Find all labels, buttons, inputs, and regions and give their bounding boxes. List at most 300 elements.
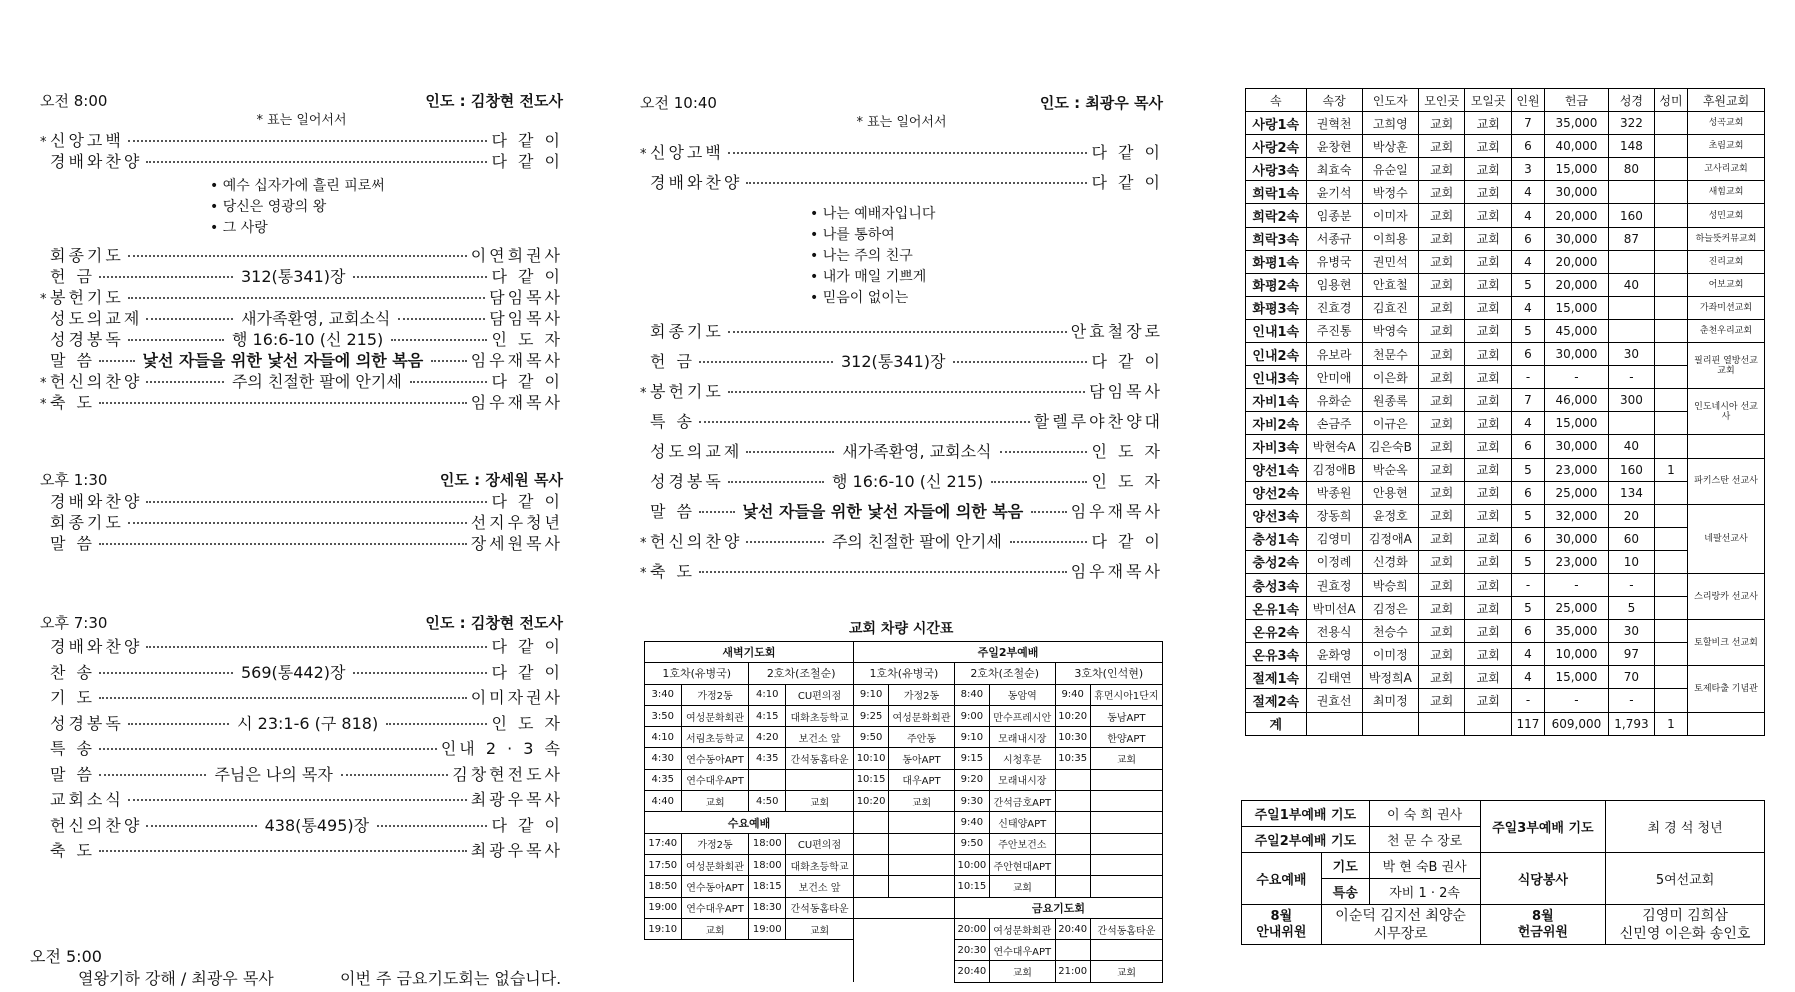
support-church: 춘천우리교회 — [1688, 319, 1765, 342]
table-cell: 교회 — [1418, 135, 1465, 158]
table-cell — [1654, 319, 1687, 342]
table-row — [1246, 273, 1765, 296]
table-cell — [1654, 481, 1687, 504]
dot-leader — [99, 276, 233, 278]
service-leader: 인도 : 김창현 전도사 — [425, 614, 563, 632]
money-people: 김영미 김희삼 신민영 이은화 송인호 — [1606, 905, 1765, 945]
table-cell: 교회 — [1418, 481, 1465, 504]
table-total-row — [1246, 712, 1765, 735]
table-row — [1246, 435, 1765, 458]
table-cell: 교회 — [1418, 689, 1465, 712]
service-time: 오후 1:30 — [40, 471, 108, 489]
table-cell: 30,000 — [1544, 527, 1608, 550]
bus-time: 9:40 — [1055, 684, 1090, 705]
table-cell: 교회 — [1418, 273, 1465, 296]
table-row — [1246, 296, 1765, 319]
order-detail: 주의 친절한 팔에 안기세 — [831, 532, 1002, 551]
table-cell: 김효진 — [1362, 296, 1418, 319]
table-cell: 6 — [1512, 620, 1545, 643]
order-person: 다 같 이 — [491, 372, 563, 391]
table-cell — [1654, 296, 1687, 319]
support-church: 성곡교회 — [1688, 112, 1765, 135]
dot-leader — [953, 361, 1087, 363]
dot-leader — [746, 182, 1087, 184]
table-cell: 박순옥 — [1362, 458, 1418, 481]
table-cell — [1654, 643, 1687, 666]
column-header: 인도자 — [1362, 89, 1418, 112]
table-row — [1246, 135, 1765, 158]
table-row — [1246, 666, 1765, 689]
table-cell: 화평1속 — [1246, 250, 1307, 273]
bus-time: 9:25 — [854, 705, 889, 726]
table-cell: 김영미 — [1306, 527, 1362, 550]
table-cell: 4 — [1512, 412, 1545, 435]
table-cell — [1654, 273, 1687, 296]
table-cell: 교회 — [1465, 527, 1512, 550]
dawn-text: 열왕기하 강해 / 최광우 목사 — [78, 969, 274, 988]
table-cell: 교회 — [1418, 573, 1465, 596]
order-person: 임우재목사 — [470, 351, 563, 370]
column-header: 속장 — [1306, 89, 1362, 112]
bus-stop-row — [645, 876, 854, 897]
table-cell — [1608, 250, 1654, 273]
bus-stop — [889, 876, 955, 897]
dot-leader — [398, 318, 485, 320]
table-cell: 322 — [1608, 112, 1654, 135]
dot-leader — [431, 360, 467, 362]
order-person: 인내 2 · 3 속 — [440, 739, 563, 758]
table-cell: 3 — [1512, 158, 1545, 181]
order-person: 임우재목사 — [1070, 502, 1163, 521]
support-church: 어보교회 — [1688, 273, 1765, 296]
table-cell: 박정희A — [1362, 666, 1418, 689]
bus-time — [1055, 769, 1090, 790]
order-item — [640, 138, 1163, 168]
table-cell: 최미정 — [1362, 689, 1418, 712]
order-person: 인 도 자 — [1091, 442, 1164, 461]
table-cell: 인내2속 — [1246, 343, 1307, 366]
table-cell — [1654, 389, 1687, 412]
bus-stop-row — [645, 727, 854, 748]
table-cell: 10,000 — [1544, 643, 1608, 666]
order-detail: 시 23:1-6 (구 818) — [237, 713, 379, 733]
bus-time — [854, 812, 889, 833]
bus-stop: 신태양APT — [990, 812, 1056, 833]
table-cell: 희락1속 — [1246, 181, 1307, 204]
dot-leader — [128, 255, 467, 257]
bus-stop: 교회 — [786, 918, 854, 939]
dot-leader — [128, 140, 488, 142]
bus-stop: 주안동 — [889, 727, 955, 748]
order-item — [40, 287, 563, 308]
table-cell: 7 — [1512, 389, 1545, 412]
table-cell: 교회 — [1465, 135, 1512, 158]
order-person: 장세원목사 — [470, 534, 563, 553]
order-person: 다 같 이 — [1091, 143, 1163, 162]
table-cell: 윤화영 — [1306, 643, 1362, 666]
dot-leader — [146, 161, 487, 163]
order-label: 경배와찬양 — [50, 152, 143, 171]
table-cell: 온유3속 — [1246, 643, 1307, 666]
table-cell: 천승수 — [1362, 620, 1418, 643]
table-cell — [1608, 181, 1654, 204]
spacer — [854, 897, 955, 918]
order-person: 다 같 이 — [491, 152, 563, 171]
bus-time: 18:00 — [749, 854, 786, 875]
order-item — [40, 130, 563, 151]
table-cell: 교회 — [1465, 181, 1512, 204]
bus-stop-row — [645, 897, 854, 918]
bus-stop: 가정2동 — [889, 684, 955, 705]
bus-dawn-wed-table — [644, 641, 854, 940]
table-cell: 신경화 — [1362, 550, 1418, 573]
table-cell: 최효숙 — [1306, 158, 1362, 181]
table-cell — [1654, 158, 1687, 181]
table-cell: 교회 — [1418, 550, 1465, 573]
table-cell — [1654, 204, 1687, 227]
table-row — [1246, 412, 1765, 435]
order-person: 담임목사 — [489, 288, 563, 307]
wed-prayer-person: 박 현 숙B 권사 — [1369, 853, 1480, 879]
order-person: 할렐루야찬양대 — [1033, 412, 1163, 431]
bus-stop-row — [645, 769, 854, 790]
table-cell: 양선1속 — [1246, 458, 1307, 481]
order-detail: 낯선 자들을 위한 낯선 자들에 의한 복음 — [142, 351, 424, 370]
dot-leader — [99, 402, 467, 404]
dot-leader — [1031, 511, 1067, 513]
s1-prayer-person: 이 숙 희 권사 — [1369, 801, 1480, 827]
table-cell — [1654, 527, 1687, 550]
bus-stop: 연수동아APT — [681, 748, 749, 769]
bus-stop: 교회 — [681, 918, 749, 939]
dot-leader — [699, 511, 735, 513]
table-cell: 임용현 — [1306, 273, 1362, 296]
dot-leader — [699, 571, 1067, 573]
dot-leader — [386, 723, 487, 725]
table-cell: 교회 — [1418, 319, 1465, 342]
s1-prayer-label: 주일1부예배 기도 — [1242, 801, 1370, 827]
guide-label: 8월 안내위원 — [1242, 905, 1322, 945]
bus-time: 4:10 — [645, 727, 682, 748]
bus-stop: 여성문화회관 — [681, 705, 749, 726]
table-cell: 40 — [1608, 435, 1654, 458]
car3-label: 3호차(인석현) — [1055, 663, 1162, 684]
wed-label: 수요예배 — [1242, 853, 1322, 905]
order-item — [640, 527, 1163, 557]
dot-leader — [699, 361, 833, 363]
bus-stop — [786, 769, 854, 790]
spacer — [854, 940, 955, 961]
table-cell: 교회 — [1465, 250, 1512, 273]
support-church: 하늘뜻커뮤교회 — [1688, 227, 1765, 250]
table-cell: - — [1608, 366, 1654, 389]
dot-leader — [377, 825, 487, 827]
table-cell: 30 — [1608, 343, 1654, 366]
bus-time: 10:15 — [854, 769, 889, 790]
table-cell: 교회 — [1418, 250, 1465, 273]
order-detail: 569(통442)장 — [240, 662, 346, 682]
table-cell: - — [1544, 573, 1608, 596]
bus-time — [1055, 940, 1090, 961]
order-person: 인 도 자 — [491, 713, 564, 733]
table-cell — [1654, 227, 1687, 250]
bus-stop: 교회 — [990, 876, 1056, 897]
table-cell: 4 — [1512, 666, 1545, 689]
order-detail: 438(통495)장 — [264, 815, 370, 835]
order-detail: 312(통341)장 — [240, 267, 346, 286]
dot-leader — [99, 748, 437, 750]
bus-stop-row — [645, 854, 854, 875]
support-church: 네팔선교사 — [1688, 504, 1765, 573]
bus-time: 9:50 — [954, 833, 989, 854]
table-cell: 충성2속 — [1246, 550, 1307, 573]
table-cell: 이미정 — [1362, 643, 1418, 666]
meal-label: 식당봉사 — [1480, 853, 1606, 905]
bus-stop — [1090, 791, 1162, 812]
dot-leader — [99, 543, 467, 545]
total-bible: 1,793 — [1608, 712, 1654, 735]
bus-time: 10:20 — [1055, 705, 1090, 726]
order-person: 다 같 이 — [491, 131, 563, 150]
total-rice: 1 — [1654, 712, 1687, 735]
table-cell: 5 — [1512, 319, 1545, 342]
dot-leader — [99, 697, 467, 699]
dot-leader — [746, 541, 824, 543]
table-row — [1246, 389, 1765, 412]
order-label: 헌신의찬양 — [50, 815, 143, 835]
bus-time: 9:00 — [954, 705, 989, 726]
wed-prayer-label: 기도 — [1321, 853, 1369, 879]
table-cell: 32,000 — [1544, 504, 1608, 527]
table-cell: 유병국 — [1306, 250, 1362, 273]
bus-time — [854, 854, 889, 875]
table-cell: 화평2속 — [1246, 273, 1307, 296]
order-item — [40, 813, 563, 839]
order-detail: 새가족환영, 교회소식 — [241, 309, 391, 328]
table-cell: 윤창현 — [1306, 135, 1362, 158]
bus-time: 20:40 — [954, 961, 989, 982]
bus-stop: 가정2동 — [681, 833, 749, 854]
table-row — [1246, 550, 1765, 573]
table-row — [1246, 620, 1765, 643]
bus-time: 4:30 — [645, 748, 682, 769]
bus-stop-row — [854, 727, 1163, 748]
table-cell — [1654, 343, 1687, 366]
support-church: 토할비크 선교회 — [1688, 620, 1765, 666]
table-cell: 30 — [1608, 620, 1654, 643]
table-row — [1246, 527, 1765, 550]
order-person: 담임목사 — [489, 309, 564, 328]
table-cell: 교회 — [1418, 597, 1465, 620]
dot-leader — [746, 451, 834, 453]
column-header: 성경 — [1608, 89, 1654, 112]
order-detail: 행 16:6-10 (신 215) — [232, 330, 384, 349]
song-item: • 내가 매일 기쁘게 — [810, 267, 1163, 288]
table-cell: 교회 — [1465, 666, 1512, 689]
bus-stop: 모래내시장 — [990, 727, 1056, 748]
table-cell: 충성3속 — [1246, 573, 1307, 596]
bus-stop: 여성문화회관 — [889, 705, 955, 726]
table-cell: 교회 — [1418, 181, 1465, 204]
order-item — [40, 245, 563, 266]
table-cell: 35,000 — [1544, 112, 1608, 135]
song-item: • 그 사랑 — [210, 218, 563, 239]
table-cell: 25,000 — [1544, 481, 1608, 504]
table-cell: 교회 — [1418, 458, 1465, 481]
order-item — [40, 634, 563, 660]
column-header: 모인곳 — [1418, 89, 1465, 112]
table-cell: 20,000 — [1544, 204, 1608, 227]
bus-wed-title: 수요예배 — [645, 812, 854, 833]
dot-leader — [341, 774, 448, 776]
bus-dawn-title: 새벽기도회 — [645, 642, 854, 663]
bus-stop-row — [854, 684, 1163, 705]
bus-stop — [1090, 769, 1162, 790]
order-person: 담임목사 — [1089, 382, 1163, 401]
order-item — [40, 308, 563, 329]
table-cell: 30,000 — [1544, 227, 1608, 250]
table-cell: 4 — [1512, 250, 1545, 273]
table-cell: 교회 — [1465, 643, 1512, 666]
table-cell: 15,000 — [1544, 158, 1608, 181]
table-cell: 교회 — [1465, 273, 1512, 296]
bus-time: 9:50 — [854, 727, 889, 748]
support-church — [1688, 435, 1765, 458]
table-cell: 160 — [1608, 204, 1654, 227]
bus-stop: CU편의점 — [786, 833, 854, 854]
service-time: 오전 8:00 — [40, 92, 108, 110]
bus-stop: 주안보건소 — [990, 833, 1056, 854]
order-label: 헌신의찬양 — [50, 372, 143, 391]
order-item — [640, 168, 1163, 198]
bus-stop: CU편의점 — [786, 684, 854, 705]
table-cell — [1608, 296, 1654, 319]
order-item — [40, 512, 563, 533]
table-cell: 인내3속 — [1246, 366, 1307, 389]
column-left — [40, 90, 563, 864]
bus-time — [749, 769, 786, 790]
table-row — [1246, 204, 1765, 227]
order-label: 말 씀 — [50, 534, 95, 553]
table-cell: 교회 — [1418, 412, 1465, 435]
column-header: 성미 — [1654, 89, 1687, 112]
table-cell: 6 — [1512, 435, 1545, 458]
bus-time — [1055, 812, 1090, 833]
order-item — [640, 317, 1163, 347]
service-leader: 인도 : 장세원 목사 — [439, 471, 563, 489]
order-item — [640, 347, 1163, 377]
table-cell: 자비3속 — [1246, 435, 1307, 458]
table-cell: 박상훈 — [1362, 135, 1418, 158]
table-cell: 5 — [1512, 273, 1545, 296]
table-cell: 1 — [1654, 458, 1687, 481]
table-cell: 전용식 — [1306, 620, 1362, 643]
order-label: 헌 금 — [650, 352, 695, 371]
table-cell: 5 — [1512, 458, 1545, 481]
table-cell: 교회 — [1465, 597, 1512, 620]
bus-time: 10:15 — [954, 876, 989, 897]
spacer — [854, 961, 955, 982]
dot-leader — [99, 774, 206, 776]
dot-leader — [128, 723, 229, 725]
order-item — [640, 557, 1163, 587]
bus-time: 9:10 — [854, 684, 889, 705]
table-cell: 5 — [1512, 597, 1545, 620]
table-cell: 권효정 — [1306, 573, 1362, 596]
table-cell: 박정수 — [1362, 181, 1418, 204]
bus-time: 10:35 — [1055, 748, 1090, 769]
bus-stop-row — [854, 791, 1163, 812]
table-cell: 5 — [1512, 504, 1545, 527]
table-row — [1246, 181, 1765, 204]
order-person: 다 같 이 — [1091, 173, 1163, 192]
order-label: 회종기도 — [50, 513, 124, 532]
table-cell: - — [1544, 689, 1608, 712]
table-cell: 교회 — [1418, 666, 1465, 689]
table-cell: 이정례 — [1306, 550, 1362, 573]
bus-stop-row — [854, 876, 1163, 897]
bus-time: 9:15 — [954, 748, 989, 769]
dot-leader — [128, 339, 224, 341]
table-cell — [1654, 550, 1687, 573]
order-person: 김창현전도사 — [452, 764, 563, 784]
table-cell: - — [1544, 366, 1608, 389]
table-cell: 6 — [1512, 135, 1545, 158]
order-label: 봉헌기도 — [50, 288, 124, 307]
table-cell: 교회 — [1465, 620, 1512, 643]
order-person: 다 같 이 — [491, 662, 563, 682]
table-cell: 교회 — [1465, 227, 1512, 250]
column-header: 인원 — [1512, 89, 1545, 112]
bus-stop — [1090, 940, 1162, 961]
order-label: 축 도 — [50, 393, 95, 412]
support-church: 스리랑카 선교사 — [1688, 573, 1765, 619]
bus-stop: 주안현대APT — [990, 854, 1056, 875]
order-item — [40, 711, 563, 737]
song-item: • 예수 십자가에 흘린 피로써 — [210, 176, 563, 197]
order-detail: 주님은 나의 목자 — [214, 764, 333, 784]
stand-marker: * — [640, 386, 647, 401]
service-time: 오전 10:40 — [640, 94, 717, 112]
table-cell: 15,000 — [1544, 412, 1608, 435]
table-cell: 46,000 — [1544, 389, 1608, 412]
order-label: 성도의교제 — [50, 309, 143, 328]
table-cell: 300 — [1608, 389, 1654, 412]
table-cell: 5 — [1512, 550, 1545, 573]
table-cell: - — [1608, 689, 1654, 712]
table-cell: 교회 — [1465, 158, 1512, 181]
table-cell: 교회 — [1465, 343, 1512, 366]
stand-marker: * — [640, 536, 647, 551]
bus-time: 20:30 — [954, 940, 989, 961]
table-cell: 20,000 — [1544, 250, 1608, 273]
order-person: 다 같 이 — [491, 637, 563, 656]
bus-stop: 간석동홈타운 — [1090, 918, 1162, 939]
support-church: 새힘교회 — [1688, 181, 1765, 204]
table-cell: 97 — [1608, 643, 1654, 666]
table-cell: 80 — [1608, 158, 1654, 181]
table-cell: 교회 — [1418, 389, 1465, 412]
table-cell: 김정은 — [1362, 597, 1418, 620]
table-cell: 화평3속 — [1246, 296, 1307, 319]
bus-time: 19:00 — [645, 897, 682, 918]
order-label: 회종기도 — [50, 246, 124, 265]
table-row — [1246, 158, 1765, 181]
table-cell: 교회 — [1418, 366, 1465, 389]
bus-time: 4:15 — [749, 705, 786, 726]
table-cell: 교회 — [1465, 504, 1512, 527]
order-label: 신앙고백 — [650, 143, 724, 162]
